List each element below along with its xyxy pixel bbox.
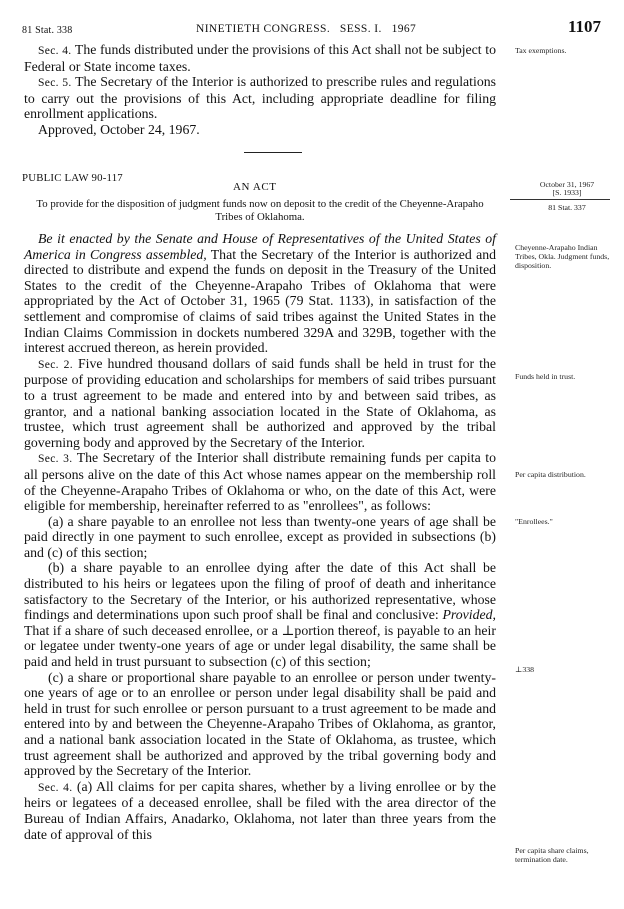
margin-note-trust: Funds held in trust. (515, 372, 576, 381)
sec2-label: Sec. 2. (38, 357, 73, 371)
margin-note-bill: [S. 1933] (552, 188, 582, 197)
subsection-c: (c) a share or proportional share payable to an enrollee or person under twenty-one years of age or to an enrollee or person under legal disability shall be paid and held in trust for such enrollee or person pursuant to a trust agreement to be made and entered into by and between the Cheyenne-Arapaho Tribes of Oklahoma, as grantor, and a national bank association located in the State of Oklahoma, as trustee, which trust agreement shall be authorized and approved by the tribal governing body and approved by the Secretary of the Interior. (24, 669, 496, 779)
margin-note-stat-ref: ⊥338 (515, 665, 535, 674)
sec3-paragraph (24, 450, 496, 513)
approved-date: Approved, October 24, 1967. (38, 122, 200, 137)
sec2-text: Five hundred thousand dollars of said funds shall be held in trust for the purpose of providing education and scholarships for members of said tribes pursuant to a trust agreement to be made and entered into by and between said tribes, as grantor, and a national banking association located in the State of Oklahoma, as trustee, which trust agreement shall be authorized and approved by the tribal governing body and approved by the Secretary of the Interior. (24, 355, 496, 450)
margin-note-enrollees: "Enrollees." (515, 517, 553, 526)
subsection-b (24, 560, 496, 669)
act-body (24, 231, 496, 842)
header-page-number: 1107 (568, 17, 602, 36)
an-act-heading: AN ACT (233, 181, 277, 193)
previous-sec5-text: The Secretary of the Interior is authorized to prescribe rules and regulations to carry out the provisions of this Act, including appropriate deadline for filing enrollment applications. (24, 74, 496, 122)
sec4-paragraph (24, 779, 496, 842)
header-stat-citation: 81 Stat. 338 (22, 25, 73, 36)
margin-note-claims: Per capita share claims, termination date. (515, 846, 589, 864)
previous-act-sections (24, 42, 496, 122)
sec4-label: Sec. 4. (38, 780, 73, 794)
subsection-b-text-1: (b) a share payable to an enrollee dying after the date of this Act shall be distributed to his heirs or legatees upon the filing of proof of death and inheritance satisfactory to the Secretary of the Interior, or his authorized representative, whose findings and determinations upon such proof shall be final and conclusive: (24, 560, 496, 623)
previous-sec4-text: The funds distributed under the provisions of this Act shall not be subject to Federal or State income taxes. (24, 42, 496, 74)
enacting-clause (24, 231, 496, 356)
sec2-paragraph (24, 356, 496, 451)
margin-note-percapita: Per capita distribution. (515, 470, 586, 479)
previous-sec5-paragraph (24, 74, 496, 122)
sec3-text: The Secretary of the Interior shall distribute remaining funds per capita to all persons alive on the date of this Act whose names appear on the membership roll of the Cheyenne-Arapaho Tribes of Oklahoma or who, on the date of this Act, were eligible for membership, hereinafter referred to as "enrollees", as follows: (24, 450, 496, 514)
act-purpose: To provide for the disposition of judgment funds now on deposit to the credit of the Cheyenne-Arapaho Tribes of Oklahoma. (36, 198, 484, 223)
margin-note-stat: 81 Stat. 337 (548, 203, 586, 212)
previous-sec4-paragraph (24, 42, 496, 74)
margin-note-tax: Tax exemptions. (515, 46, 567, 55)
provided-italic: Provided, (442, 607, 496, 623)
subsection-a: (a) a share payable to an enrollee not less than twenty-one years of age shall be paid directly in one payment to such enrollee, except as provided in subsections (b) and (c) of this section; (24, 513, 496, 560)
sec4-text: (a) All claims for per capita shares, whether by a living enrollee or by the heirs or legatees of a deceased enrollee, shall be filed with the area director of the Bureau of Indian Affairs, Anadarko, Oklahoma, not later than three years from the date of approval of this (24, 778, 496, 842)
margin-note-date: October 31, 1967 (539, 180, 595, 189)
previous-sec5-label: Sec. 5. (38, 76, 72, 90)
enacting-clause-text: That the Secretary of the Interior is authorized and directed to distribute and expend the funds on deposit in the Treasury of the United States to the credit of the Cheyenne-Arapaho Tribes of Oklahoma that were appropriated by the Act of October 31, 1965 (79 Stat. 1133), in satisfaction of the settlement and compromise of claims of said tribes against the United States in the Indian Claims Commission in dockets numbered 329A and 329B, together with the interest accrued thereon, as herein provided. (24, 246, 496, 356)
header-congress-session: NINETIETH CONGRESS. SESS. I. 1967 (196, 23, 417, 35)
public-law-number: PUBLIC LAW 90-117 (22, 172, 123, 184)
section-divider (244, 152, 302, 153)
margin-note-rule (510, 199, 610, 200)
sec3-label: Sec. 3. (38, 452, 73, 466)
enacting-clause-italic: Be it enacted by the Senate and House of Representatives of the United States of America in Congress assembled, (24, 231, 496, 262)
subsection-b-text-2: That if a share of such deceased enrollee, or a ⊥portion thereof, is payable to an heir or legatee under twenty-one years of age or under legal disability, the same shall be paid and held in trust pursuant to subsection (c) of this section; (24, 622, 496, 670)
margin-note-cheyenne: Cheyenne-Arapaho Indian Tribes, Okla. Judgment funds, disposition. (515, 243, 610, 270)
previous-sec4-label: Sec. 4. (38, 44, 72, 57)
